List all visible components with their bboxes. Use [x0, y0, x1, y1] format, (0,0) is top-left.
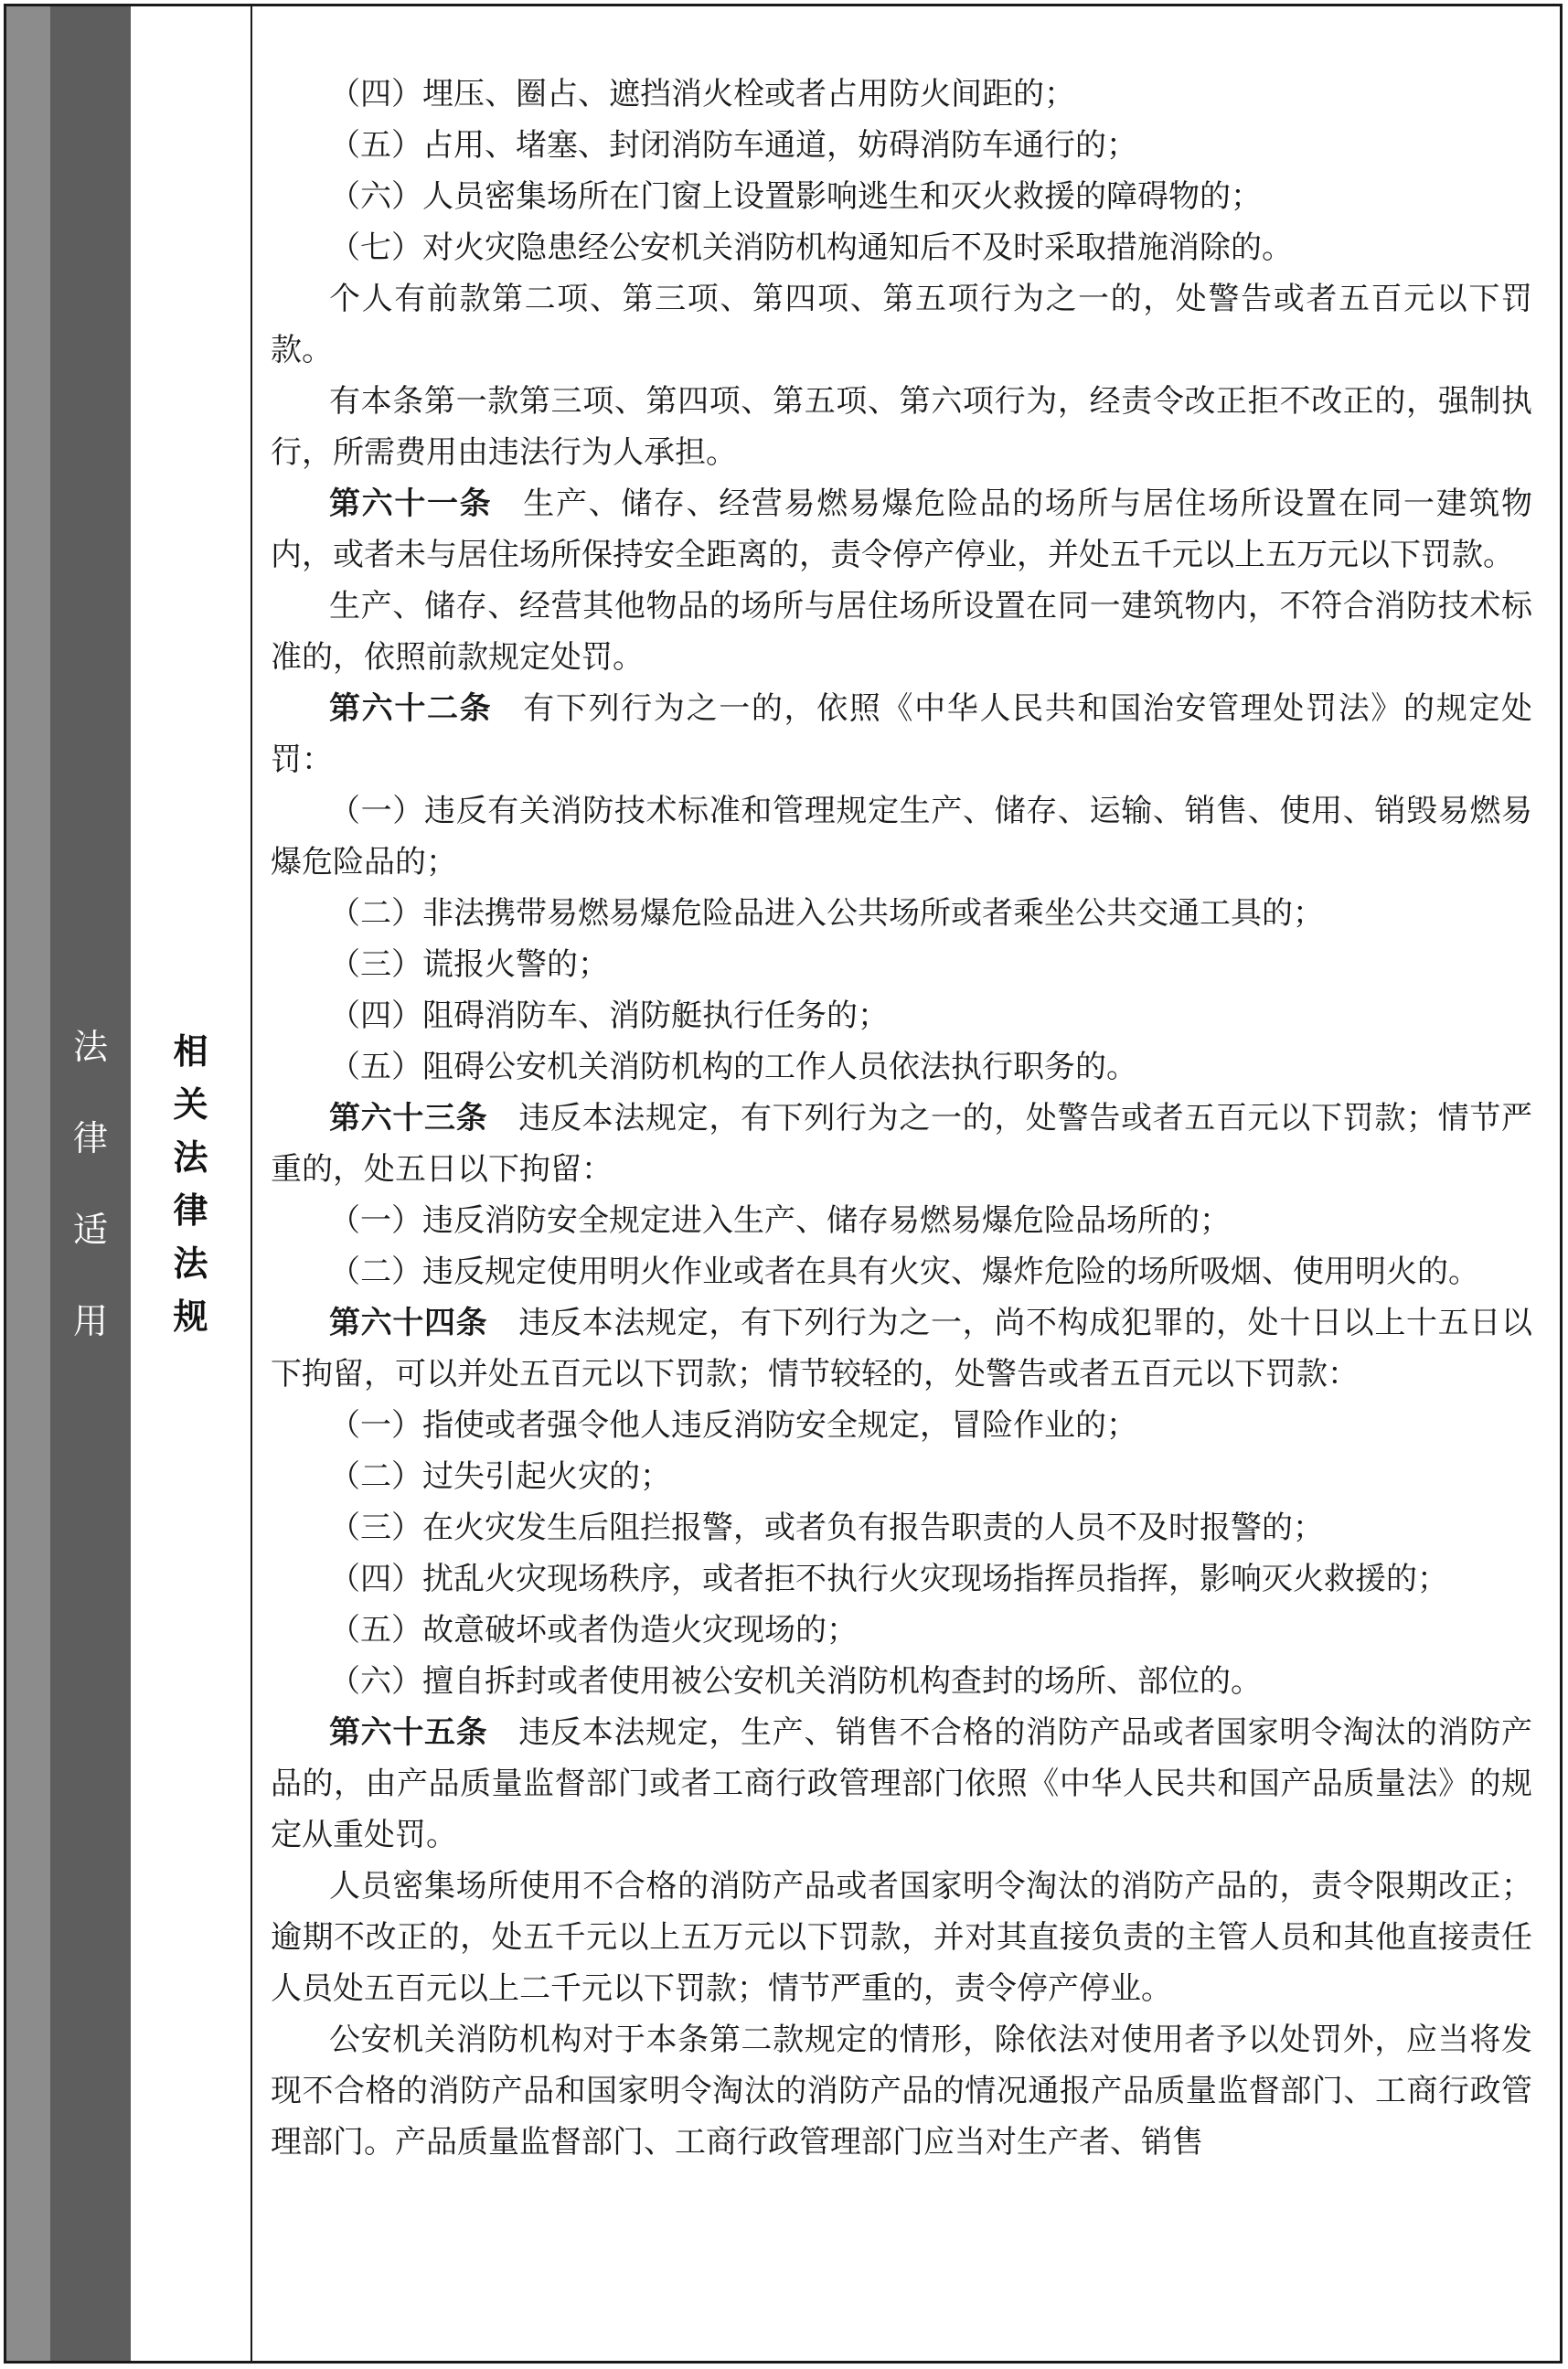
list-item: （四）埋压、圈占、遮挡消火栓或者占用防火间距的；: [329, 76, 1075, 112]
subcategory-char: 律: [173, 1190, 208, 1231]
list-item: （一）违反有关消防技术标准和管理规定生产、储存、运输、销售、使用、销毁易燃易爆危险品的；: [271, 793, 1532, 880]
subcategory-char: 关: [173, 1083, 208, 1125]
list-item: （五）占用、堵塞、封闭消防车通道，妨碍消防车通行的；: [329, 127, 1137, 164]
subcategory-char: 法: [173, 1243, 208, 1284]
category-char: 适: [72, 1209, 108, 1250]
body-paragraph: 个人有前款第二项、第三项、第四项、第五项行为之一的，处警告或者五百元以下罚款。: [271, 281, 1532, 368]
category-char: 用: [72, 1300, 108, 1341]
list-item: （二）违反规定使用明火作业或者在具有火灾、爆炸危险的场所吸烟、使用明火的。: [329, 1254, 1479, 1290]
article-text: 有下列行为之一的，依照《中华人民共和国治安管理处罚法》的规定处罚：: [271, 690, 1533, 778]
list-item: （一）违反消防安全规定进入生产、储存易燃易爆危险品场所的；: [329, 1202, 1231, 1239]
article-paragraph: [271, 1093, 1532, 1195]
article-text: 违反本法规定，有下列行为之一，尚不构成犯罪的，处十日以上十五日以下拘留，可以并处五百元以下罚款；情节较轻的，处警告或者五百元以下罚款：: [271, 1305, 1533, 1393]
article-heading: 第六十一条: [329, 486, 493, 522]
list-item: （二）非法携带易燃易爆危险品进入公共场所或者乘坐公共交通工具的；: [329, 895, 1324, 932]
category-char: 法: [72, 1026, 108, 1067]
article-paragraph: [271, 1297, 1532, 1400]
subcategory-char: 规: [173, 1296, 208, 1337]
list-item: （二）过失引起火灾的；: [329, 1458, 671, 1495]
category-column: [50, 6, 133, 2361]
list-item: （三）谎报火警的；: [329, 946, 609, 983]
body-paragraph: 有本条第一款第三项、第四项、第五项、第六项行为，经责令改正拒不改正的，强制执行，所需费用由违法行为人承担。: [271, 383, 1532, 471]
article-heading: 第六十三条: [329, 1100, 488, 1136]
article-heading: 第六十四条: [329, 1305, 488, 1341]
body-paragraph: 生产、储存、经营其他物品的场所与居住场所设置在同一建筑物内，不符合消防技术标准的，依照前款规定处罚。: [271, 588, 1532, 676]
subcategory-char: 法: [173, 1136, 208, 1178]
list-item: （六）人员密集场所在门窗上设置影响逃生和灭火救援的障碍物的；: [329, 178, 1262, 215]
list-item: （一）指使或者强令他人违反消防安全规定，冒险作业的；: [329, 1407, 1137, 1444]
law-text-body: [252, 6, 1560, 2361]
article-text: 生产、储存、经营易燃易爆危险品的场所与居住场所设置在同一建筑物内，或者未与居住场所保持安全距离的，责令停产停业，并处五千元以上五万元以下罚款。: [271, 486, 1533, 573]
article-text: 违反本法规定，有下列行为之一的，处警告或者五百元以下罚款；情节严重的，处五日以下拘留：: [271, 1100, 1533, 1188]
article-text: 违反本法规定，生产、销售不合格的消防产品或者国家明令淘汰的消防产品的，由产品质量监督部门或者工商行政管理部门依照《中华人民共和国产品质量法》的规定从重处罚。: [271, 1714, 1533, 1853]
grey-margin-column: [6, 6, 50, 2361]
subcategory-column: [131, 6, 252, 2361]
list-item: （七）对火灾隐患经公安机关消防机构通知后不及时采取措施消除的。: [329, 229, 1293, 266]
category-label: [73, 1001, 108, 1367]
article-heading: 第六十二条: [329, 690, 493, 727]
body-paragraph: 公安机关消防机构对于本条第二款规定的情形，除依法对使用者予以处罚外，应当将发现不合格的消防产品和国家明令淘汰的消防产品的情况通报产品质量监督部门、工商行政管理部门。产品质量监督部门、工商行政管理部门应当对生产者、销售: [271, 2022, 1532, 2161]
body-paragraph: 人员密集场所使用不合格的消防产品或者国家明令淘汰的消防产品的，责令限期改正；逾期不改正的，处五千元以上五万元以下罚款，并对其直接负责的主管人员和其他直接责任人员处五百元以上二千元以下罚款；情节严重的，责令停产停业。: [271, 1868, 1532, 2007]
list-item: （五）故意破坏或者伪造火灾现场的；: [329, 1612, 858, 1649]
article-heading: 第六十五条: [329, 1714, 488, 1751]
subcategory-label: [173, 1025, 208, 1343]
list-item: （六）擅自拆封或者使用被公安机关消防机构查封的场所、部位的。: [329, 1663, 1262, 1700]
list-item: （四）阻碍消防车、消防艇执行任务的；: [329, 998, 889, 1034]
article-paragraph: [271, 683, 1532, 785]
list-item: （五）阻碍公安机关消防机构的工作人员依法执行职务的。: [329, 1049, 1137, 1085]
list-item: （三）在火灾发生后阻拦报警，或者负有报告职责的人员不及时报警的；: [329, 1510, 1324, 1546]
table-frame: [4, 4, 1563, 2364]
article-paragraph: [271, 1707, 1532, 1861]
article-paragraph: [271, 478, 1532, 581]
list-item: （四）扰乱火灾现场秩序，或者拒不执行火灾现场指挥员指挥，影响灭火救援的；: [329, 1561, 1448, 1597]
category-char: 律: [72, 1117, 108, 1158]
subcategory-char: 相: [173, 1030, 208, 1072]
